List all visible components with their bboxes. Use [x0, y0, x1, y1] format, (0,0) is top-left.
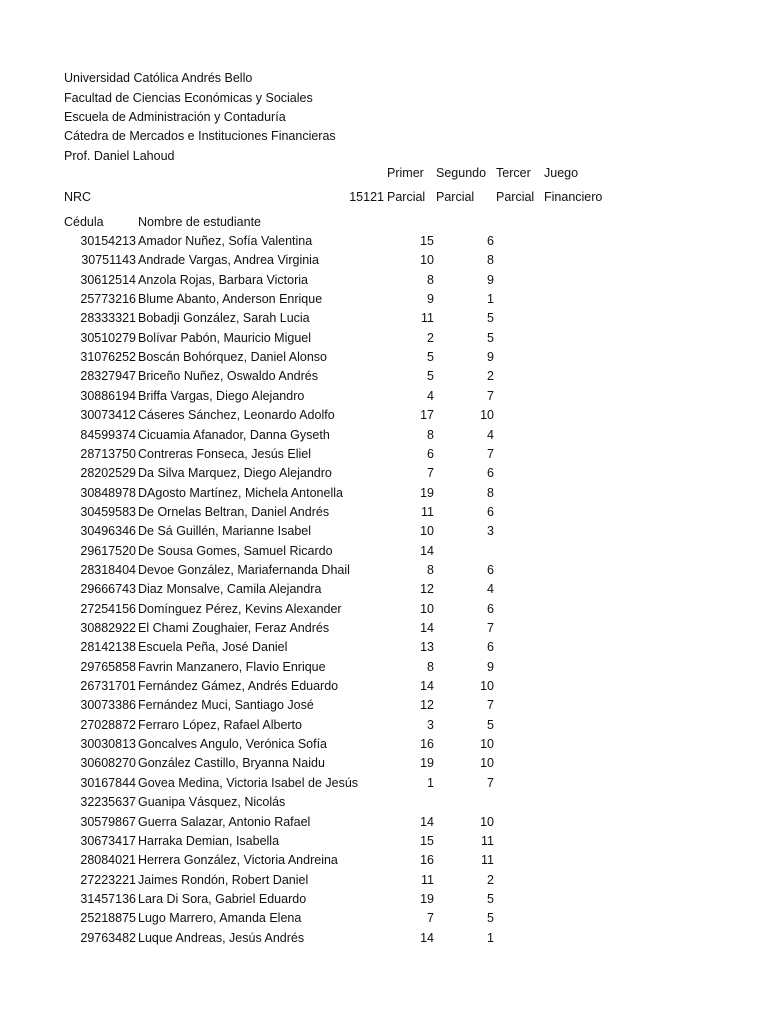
grade-segundo-parcial: 5: [487, 911, 494, 926]
grade-primer-parcial: 13: [420, 640, 434, 655]
grade-primer-parcial: 10: [420, 524, 434, 539]
student-name: Luque Andreas, Jesús Andrés: [138, 930, 305, 945]
grade-primer-parcial: 8: [427, 427, 434, 442]
nrc-label: NRC: [64, 190, 92, 204]
student-name: Briffa Vargas, Diego Alejandro: [138, 388, 305, 403]
student-name: Goncalves Angulo, Verónica Sofía: [138, 737, 328, 752]
student-name: DAgosto Martínez, Michela Antonella: [138, 485, 343, 500]
grade-segundo-parcial: 5: [487, 891, 494, 906]
table-row: [0, 542, 768, 561]
grade-segundo-parcial: 10: [480, 814, 494, 829]
student-name: Diaz Monsalve, Camila Alejandra: [138, 582, 322, 597]
student-name: Ferraro López, Rafael Alberto: [138, 717, 302, 732]
student-name: Domínguez Pérez, Kevins Alexander: [138, 601, 342, 616]
student-cedula: 29617520: [80, 543, 136, 558]
student-cedula: 31457136: [80, 891, 136, 906]
table-row: [0, 464, 768, 483]
grade-segundo-parcial: 8: [487, 253, 494, 268]
juego-header-top: Juego: [544, 166, 579, 180]
student-name: Boscán Bohórquez, Daniel Alonso: [138, 350, 328, 365]
grade-segundo-parcial: 6: [487, 234, 494, 248]
grade-primer-parcial: 19: [420, 891, 434, 906]
table-row: [0, 290, 768, 309]
grade-primer-parcial: 2: [427, 330, 434, 345]
chair-name: Cátedra de Mercados e Instituciones Financieras: [64, 129, 336, 143]
nrc-value: 15121: [349, 190, 384, 204]
school-name: Escuela de Administración y Contaduría: [64, 110, 286, 124]
student-name: Contreras Fonseca, Jesús Eliel: [138, 446, 311, 461]
grade-primer-parcial: 10: [420, 253, 434, 268]
grade-primer-parcial: 14: [420, 814, 434, 829]
grade-primer-parcial: 10: [420, 601, 434, 616]
student-name: Da Silva Marquez, Diego Alejandro: [138, 466, 332, 481]
grade-segundo-parcial: 2: [487, 369, 494, 384]
grade-segundo-parcial: 8: [487, 485, 494, 500]
grade-primer-parcial: 8: [427, 272, 434, 287]
student-name: De Sá Guillén, Marianne Isabel: [138, 524, 312, 539]
grade-primer-parcial: 14: [420, 621, 434, 635]
table-row: [0, 367, 768, 386]
table-row: [0, 929, 768, 948]
grade-segundo-parcial: 1: [487, 292, 494, 307]
table-row: [0, 271, 768, 290]
grade-segundo-parcial: 5: [487, 330, 494, 345]
student-cedula: 30073412: [80, 408, 136, 423]
student-cedula: 28318404: [80, 562, 136, 577]
table-row: [0, 580, 768, 599]
table-row: [0, 251, 768, 270]
student-cedula: 30496346: [80, 524, 136, 539]
student-name: Guanipa Vásquez, Nicolás: [138, 795, 286, 810]
grade-primer-parcial: 16: [420, 737, 434, 752]
grade-primer-parcial: 12: [420, 582, 434, 597]
table-row: [0, 735, 768, 754]
grade-primer-parcial: 8: [427, 659, 434, 674]
student-name: Fernández Gámez, Andrés Eduardo: [138, 679, 339, 694]
student-cedula: 29666743: [80, 582, 136, 597]
student-cedula: 28333321: [80, 311, 136, 326]
grade-primer-parcial: 14: [420, 543, 434, 558]
grade-segundo-parcial: 4: [487, 427, 494, 442]
table-row: [0, 348, 768, 367]
student-cedula: 27254156: [80, 601, 136, 616]
table-row: [0, 484, 768, 503]
student-cedula: 30579867: [80, 814, 136, 829]
table-row: [0, 445, 768, 464]
student-name: Escuela Peña, José Daniel: [138, 640, 288, 655]
student-name: Cáseres Sánchez, Leonardo Adolfo: [138, 408, 335, 423]
grade-segundo-parcial: 7: [487, 698, 494, 713]
student-name: Favrin Manzanero, Flavio Enrique: [138, 659, 326, 674]
student-name: El Chami Zoughaier, Feraz Andrés: [138, 621, 330, 635]
student-cedula: 30673417: [80, 833, 136, 848]
student-cedula: 27028872: [80, 717, 136, 732]
table-row: [0, 793, 768, 812]
table-row: [0, 871, 768, 890]
student-cedula: 28202529: [80, 466, 136, 481]
student-cedula: 30459583: [80, 504, 136, 519]
primer-header-bottom: Parcial: [387, 190, 426, 204]
table-row: [0, 774, 768, 793]
table-row: [0, 522, 768, 541]
grade-primer-parcial: 11: [421, 311, 434, 326]
student-name: Anzola Rojas, Barbara Victoria: [138, 272, 308, 287]
table-row: [0, 677, 768, 696]
grade-segundo-parcial: 10: [480, 408, 494, 423]
professor-name: Prof. Daniel Lahoud: [64, 149, 175, 163]
student-name: González Castillo, Bryanna Naidu: [138, 756, 325, 771]
grade-segundo-parcial: 4: [487, 582, 494, 597]
tercer-header-top: Tercer: [496, 166, 531, 180]
table-row: [0, 309, 768, 328]
segundo-header-bottom: Parcial: [436, 190, 475, 204]
grade-primer-parcial: 5: [427, 369, 434, 384]
table-row: [0, 813, 768, 832]
grade-primer-parcial: 19: [420, 756, 434, 771]
student-cedula: 26731701: [80, 679, 136, 694]
grade-primer-parcial: 11: [421, 872, 434, 887]
grade-segundo-parcial: 3: [487, 524, 494, 539]
tercer-header-bottom: Parcial: [496, 190, 535, 204]
grade-primer-parcial: 3: [427, 717, 434, 732]
table-row: [0, 561, 768, 580]
grade-segundo-parcial: 6: [487, 562, 494, 577]
grade-primer-parcial: 15: [420, 833, 434, 848]
student-cedula: 29765858: [80, 659, 136, 674]
student-cedula: 31076252: [80, 350, 136, 365]
table-row: [0, 638, 768, 657]
table-row: [0, 658, 768, 677]
student-name: Lara Di Sora, Gabriel Eduardo: [138, 891, 307, 906]
table-row: [0, 716, 768, 735]
student-name: Andrade Vargas, Andrea Virginia: [138, 253, 319, 268]
student-name: Lugo Marrero, Amanda Elena: [138, 911, 302, 926]
university-name: Universidad Católica Andrés Bello: [64, 71, 253, 85]
grade-primer-parcial: 16: [420, 853, 434, 868]
student-name: Amador Nuñez, Sofía Valentina: [138, 234, 313, 248]
table-row: [0, 890, 768, 909]
student-cedula: 30030813: [80, 737, 136, 752]
table-row: [0, 909, 768, 928]
student-cedula: 84599374: [80, 427, 136, 442]
student-name: Herrera González, Victoria Andreina: [138, 853, 338, 868]
table-row: [0, 696, 768, 715]
student-cedula: 30608270: [80, 756, 136, 771]
student-name: Cicuamia Afanador, Danna Gyseth: [138, 427, 330, 442]
student-name: Govea Medina, Victoria Isabel de Jesús: [138, 775, 359, 790]
student-name: Blume Abanto, Anderson Enrique: [138, 292, 323, 307]
table-row: [0, 232, 768, 251]
student-cedula: 30886194: [80, 388, 136, 403]
grade-segundo-parcial: 7: [487, 621, 494, 635]
table-row: [0, 426, 768, 445]
grade-segundo-parcial: 5: [487, 311, 494, 326]
grade-primer-parcial: 8: [427, 562, 434, 577]
grade-segundo-parcial: 7: [487, 388, 494, 403]
student-name: Bobadji González, Sarah Lucia: [138, 311, 310, 326]
grade-segundo-parcial: 7: [487, 446, 494, 461]
grade-primer-parcial: 1: [427, 775, 434, 790]
student-cedula: 30882922: [80, 621, 136, 635]
grade-segundo-parcial: 5: [487, 717, 494, 732]
student-cedula: 30154213: [80, 234, 136, 248]
table-row: [0, 619, 768, 638]
grade-segundo-parcial: 9: [487, 659, 494, 674]
student-cedula: 30510279: [80, 330, 136, 345]
segundo-header-top: Segundo: [436, 166, 487, 180]
grade-primer-parcial: 15: [420, 234, 434, 248]
primer-header-top: Primer: [387, 166, 424, 180]
table-row: [0, 600, 768, 619]
grade-primer-parcial: 9: [427, 292, 434, 307]
grade-segundo-parcial: 9: [487, 350, 494, 365]
grade-primer-parcial: 4: [427, 388, 434, 403]
grade-segundo-parcial: 1: [487, 930, 494, 945]
grade-primer-parcial: 6: [427, 446, 434, 461]
table-row: [0, 832, 768, 851]
student-name: Fernández Muci, Santiago José: [138, 698, 314, 713]
grade-primer-parcial: 19: [420, 485, 434, 500]
grade-primer-parcial: 14: [420, 930, 434, 945]
student-name: Bolívar Pabón, Mauricio Miguel: [138, 330, 311, 345]
student-cedula: 25218875: [80, 911, 136, 926]
grade-segundo-parcial: 10: [480, 756, 494, 771]
table-row: [0, 387, 768, 406]
grade-primer-parcial: 7: [427, 911, 434, 926]
student-cedula: 30167844: [80, 775, 136, 790]
juego-header-bottom: Financiero: [544, 190, 603, 204]
table-row: [0, 754, 768, 773]
table-row: [0, 503, 768, 522]
grade-primer-parcial: 7: [427, 466, 434, 481]
student-name: De Sousa Gomes, Samuel Ricardo: [138, 543, 333, 558]
table-row: [0, 851, 768, 870]
grade-segundo-parcial: 9: [487, 272, 494, 287]
grade-segundo-parcial: 6: [487, 601, 494, 616]
grade-segundo-parcial: 11: [481, 853, 494, 868]
student-cedula: 28713750: [80, 446, 136, 461]
grade-segundo-parcial: 7: [487, 775, 494, 790]
student-cedula: 30848978: [80, 485, 136, 500]
nombre-header: Nombre de estudiante: [138, 215, 261, 229]
student-name: Guerra Salazar, Antonio Rafael: [138, 814, 311, 829]
grade-segundo-parcial: 6: [487, 640, 494, 655]
table-row: [0, 406, 768, 425]
student-cedula: 28084021: [80, 853, 136, 868]
student-cedula: 30612514: [80, 272, 136, 287]
student-cedula: 28327947: [80, 369, 136, 384]
student-cedula: 30073386: [80, 698, 136, 713]
table-row: [0, 329, 768, 348]
student-cedula: 32235637: [80, 795, 136, 810]
student-name: Harraka Demian, Isabella: [138, 833, 280, 848]
student-name: Devoe González, Mariafernanda Dhail: [138, 562, 350, 577]
student-cedula: 30751143: [81, 253, 136, 268]
grade-primer-parcial: 12: [420, 698, 434, 713]
grade-primer-parcial: 5: [427, 350, 434, 365]
student-name: Briceño Nuñez, Oswaldo Andrés: [138, 369, 318, 384]
student-cedula: 27223221: [80, 872, 136, 887]
student-cedula: 28142138: [80, 640, 136, 655]
student-cedula: 29763482: [80, 930, 136, 945]
grade-primer-parcial: 17: [420, 408, 434, 423]
student-name: De Ornelas Beltran, Daniel Andrés: [138, 504, 330, 519]
student-cedula: 25773216: [80, 292, 136, 307]
grade-primer-parcial: 14: [420, 679, 434, 694]
grade-segundo-parcial: 6: [487, 504, 494, 519]
faculty-name: Facultad de Ciencias Económicas y Sociales: [64, 91, 313, 105]
grade-primer-parcial: 11: [421, 504, 434, 519]
cedula-header: Cédula: [64, 215, 104, 229]
grade-segundo-parcial: 11: [481, 833, 494, 848]
grade-segundo-parcial: 10: [480, 737, 494, 752]
grade-segundo-parcial: 6: [487, 466, 494, 481]
student-name: Jaimes Rondón, Robert Daniel: [138, 872, 309, 887]
grade-segundo-parcial: 10: [480, 679, 494, 694]
grade-segundo-parcial: 2: [487, 872, 494, 887]
